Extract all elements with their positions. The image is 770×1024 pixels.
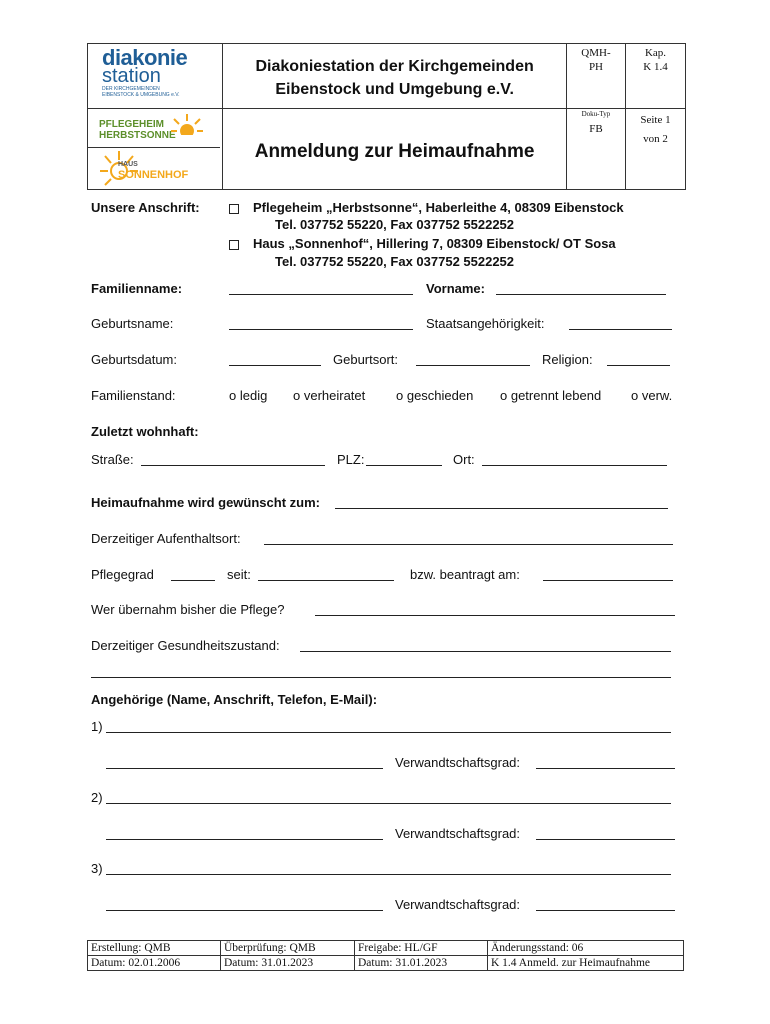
kap-value: K 1.4	[643, 61, 668, 73]
doku-typ-cell	[566, 109, 625, 190]
relative-3-verwandtschaftsgrad-label: Verwandtschaftsgrad:	[395, 897, 521, 912]
staatsangehoerigkeit-field[interactable]	[569, 329, 672, 330]
org-name-cell	[223, 44, 567, 109]
relative-3-field-line2[interactable]	[106, 910, 383, 911]
sun-icon	[170, 111, 204, 135]
checkbox-sonnenhof[interactable]	[229, 240, 239, 250]
footer-dokument: K 1.4 Anmeld. zur Heimaufnahme	[488, 956, 684, 971]
qmh-cell	[566, 44, 625, 109]
familienname-field[interactable]	[229, 294, 413, 295]
familienstand-option-geschieden[interactable]: o geschieden	[396, 388, 474, 403]
sonnenhof-logo-line1: HAUS	[118, 161, 138, 168]
footer-freigabe: Freigabe: HL/GF	[355, 941, 488, 956]
relative-2-verwandtschaftsgrad-label: Verwandtschaftsgrad:	[395, 826, 521, 841]
relative-1-number: 1)	[91, 719, 103, 734]
ph-label: PH	[588, 61, 603, 73]
footer-aenderungsstand: Änderungsstand: 06	[488, 941, 684, 956]
address-option-sonnenhof[interactable]	[229, 236, 616, 251]
relative-1-field[interactable]	[106, 732, 671, 733]
relative-1-verwandtschaftsgrad-label: Verwandtschaftsgrad:	[395, 755, 521, 770]
diakonie-logo-text: diakonie	[102, 45, 188, 70]
page-number-cell	[625, 109, 685, 190]
strasse-field[interactable]	[141, 465, 325, 466]
familienstand-option-verheiratet[interactable]: o verheiratet	[293, 388, 366, 403]
footer-freigabe-datum: Datum: 31.01.2023	[355, 956, 488, 971]
heimaufnahme-label: Heimaufnahme wird gewünscht zum:	[91, 495, 320, 510]
footer-erstellung-datum: Datum: 02.01.2006	[88, 956, 221, 971]
address-label: Unsere Anschrift:	[91, 200, 200, 215]
qmh-label: QMH-	[581, 47, 611, 59]
vorname-field[interactable]	[496, 294, 666, 295]
org-name-line2: Eibenstock und Umgebung e.V.	[275, 81, 514, 98]
address-herbstsonne-line1: Pflegeheim „Herbstsonne“, Haberleithe 4, 08309 Eibenstock	[253, 200, 624, 215]
address-sonnenhof-line2: Tel. 037752 55220, Fax 037752 5522252	[275, 254, 515, 269]
kap-label: Kap.	[644, 47, 667, 59]
relative-2-field[interactable]	[106, 803, 671, 804]
address-option-herbstsonne[interactable]	[229, 200, 624, 215]
page-total: von 2	[643, 133, 668, 145]
familienstand-label: Familienstand:	[91, 388, 176, 403]
plz-label: PLZ:	[337, 452, 365, 467]
header-table	[87, 43, 686, 190]
geburtsort-label: Geburtsort:	[333, 352, 399, 367]
relative-1-field-line2[interactable]	[106, 768, 383, 769]
geburtsdatum-label: Geburtsdatum:	[91, 352, 177, 367]
seit-field[interactable]	[258, 580, 394, 581]
plz-field[interactable]	[366, 465, 442, 466]
relative-2-field-line2[interactable]	[106, 839, 383, 840]
footer-erstellung: Erstellung: QMB	[88, 941, 221, 956]
strasse-label: Straße:	[91, 452, 134, 467]
diakonie-logo-sub1: DER KIRCHGEMEINDEN	[102, 86, 160, 92]
address-sonnenhof-line1: Haus „Sonnenhof“, Hillering 7, 08309 Eibenstock/ OT Sosa	[253, 236, 616, 251]
seit-label: seit:	[227, 567, 251, 582]
relative-2-number: 2)	[91, 790, 103, 805]
ort-label: Ort:	[453, 452, 475, 467]
gesundheitszustand-label: Derzeitiger Gesundheitszustand:	[91, 638, 280, 653]
gesundheitszustand-field[interactable]	[300, 651, 671, 652]
geburtsort-field[interactable]	[416, 365, 530, 366]
beantragt-label: bzw. beantragt am:	[410, 567, 520, 582]
diakonie-logo-cell	[88, 44, 223, 109]
diakonie-logo-sub2: EIBENSTOCK & UMGEBUNG e.V.	[102, 92, 180, 98]
pflegegrad-label: Pflegegrad	[91, 567, 154, 582]
familienstand-option-ledig[interactable]: o ledig	[229, 388, 268, 403]
doku-typ-value: FB	[589, 123, 603, 135]
zuletzt-wohnhaft-heading: Zuletzt wohnhaft:	[91, 424, 199, 439]
pflege-bisher-label: Wer übernahm bisher die Pflege?	[91, 602, 285, 617]
footer-ueberpruefung: Überprüfung: QMB	[221, 941, 355, 956]
religion-label: Religion:	[542, 352, 593, 367]
ort-field[interactable]	[482, 465, 667, 466]
pflege-bisher-field[interactable]	[315, 615, 675, 616]
kap-cell	[625, 44, 685, 109]
footer-ueberpruefung-datum: Datum: 31.01.2023	[221, 956, 355, 971]
familienstand-option-verwitwet[interactable]: o verw.	[631, 388, 673, 403]
herbstsonne-logo-line2: HERBSTSONNE	[99, 130, 176, 141]
angehoerige-heading: Angehörige (Name, Anschrift, Telefon, E-Mail):	[91, 692, 378, 707]
address-herbstsonne-line2: Tel. 037752 55220, Fax 037752 5522252	[275, 217, 515, 232]
relative-3-number: 3)	[91, 861, 103, 876]
form-title-cell	[223, 109, 567, 190]
heimaufnahme-field[interactable]	[335, 508, 668, 509]
geburtsdatum-field[interactable]	[229, 365, 321, 366]
staatsangehoerigkeit-label: Staatsangehörigkeit:	[426, 316, 545, 331]
form-title: Anmeldung zur Heimaufnahme	[254, 141, 535, 162]
beantragt-field[interactable]	[543, 580, 673, 581]
pflegegrad-field[interactable]	[171, 580, 215, 581]
familienstand-option-getrennt[interactable]: o getrennt lebend	[500, 388, 602, 403]
herbstsonne-logo	[88, 109, 220, 148]
relative-1-verwandtschaftsgrad-field[interactable]	[536, 768, 675, 769]
relative-2-verwandtschaftsgrad-field[interactable]	[536, 839, 675, 840]
vorname-label: Vorname:	[426, 281, 485, 296]
aufenthaltsort-label: Derzeitiger Aufenthaltsort:	[91, 531, 241, 546]
page-number: Seite 1	[640, 114, 671, 126]
checkbox-herbstsonne[interactable]	[229, 204, 239, 214]
secondary-logos-cell	[88, 109, 223, 190]
footer-table	[87, 940, 684, 971]
org-name-line1: Diakoniestation der Kirchgemeinden	[255, 58, 534, 75]
geburtsname-field[interactable]	[229, 329, 413, 330]
aufenthaltsort-field[interactable]	[264, 544, 673, 545]
herbstsonne-logo-line1: PFLEGEHEIM	[99, 119, 165, 130]
doku-typ-label: Doku-Typ	[581, 110, 611, 118]
relative-3-verwandtschaftsgrad-field[interactable]	[536, 910, 675, 911]
sonnenhof-logo	[88, 147, 220, 189]
station-logo-text: station	[102, 65, 161, 87]
religion-field[interactable]	[607, 365, 670, 366]
sonnenhof-logo-line2: SONNENHOF	[118, 169, 189, 181]
geburtsname-label: Geburtsname:	[91, 316, 174, 331]
familienname-label: Familienname:	[91, 281, 183, 296]
gesundheitszustand-field-line2[interactable]	[91, 677, 671, 678]
relative-3-field[interactable]	[106, 874, 671, 875]
